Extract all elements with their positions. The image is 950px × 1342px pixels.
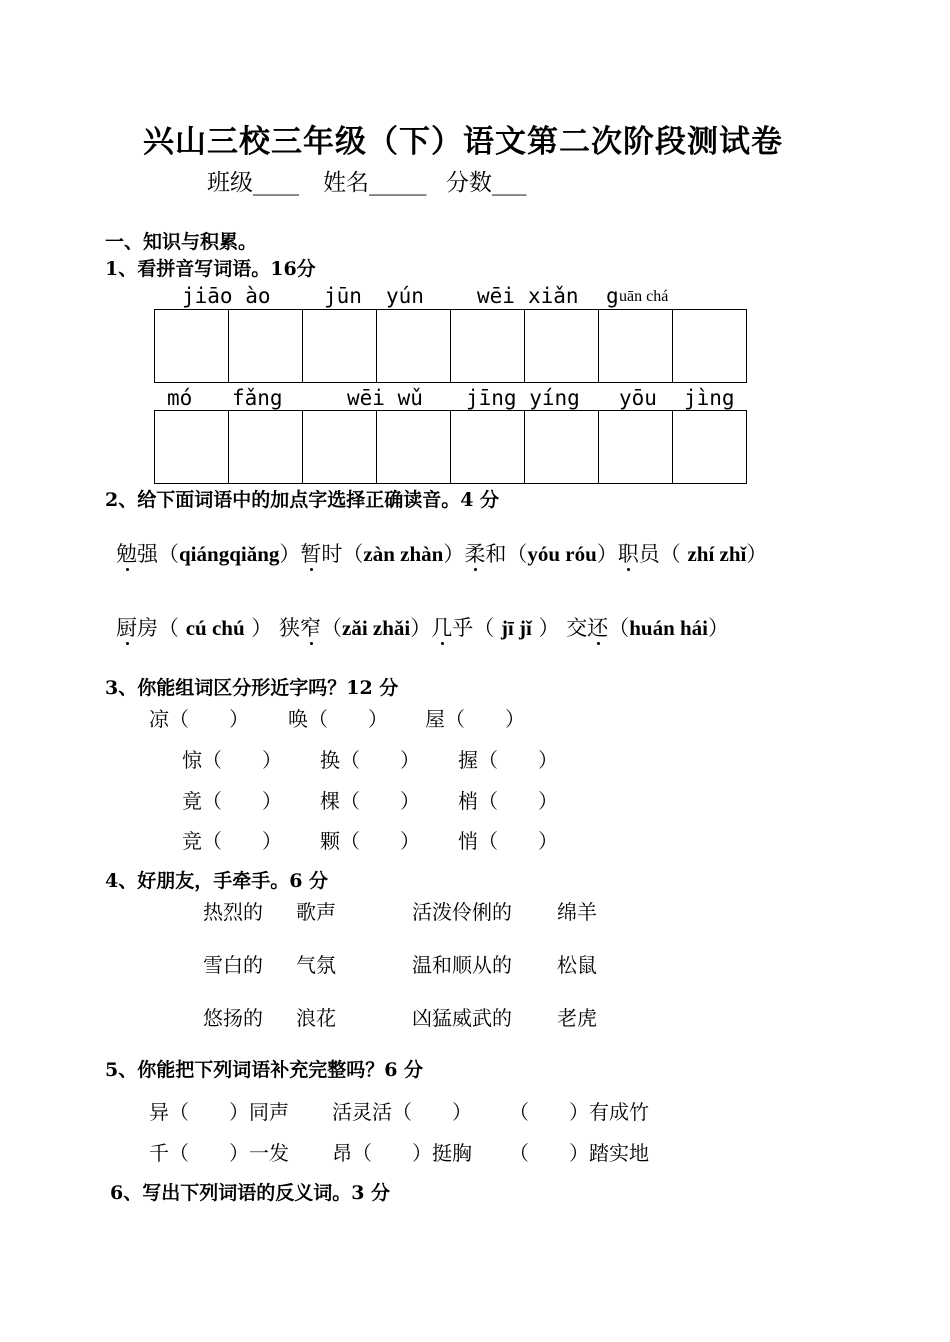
answer-cell[interactable] [525,411,599,484]
pinyin-choice[interactable]: jī jǐ [500,616,532,640]
q4-word[interactable]: 悠扬的 [203,1006,263,1030]
pinyin-choice[interactable]: zǎi zhǎi [342,616,411,640]
pinyin: g [606,284,619,308]
q3-item[interactable]: 悄（ ） [458,829,558,853]
q5-item[interactable]: （ ）踏实地 [509,1141,649,1165]
pinyin: wēi [477,284,515,308]
q4-heading: 4、好朋友，手牵手。6 分 [105,870,329,892]
name-field[interactable]: 姓名_____ [323,170,427,196]
class-field[interactable]: 班级____ [207,170,299,196]
q2-heading: 2、给下面词语中的加点字选择正确读音。4 分 [105,489,500,511]
answer-cell[interactable] [451,411,525,484]
q4-word[interactable]: 活泼伶俐的 [412,900,512,924]
q4-word[interactable]: 凶猛威武的 [412,1006,512,1030]
q5-item[interactable]: 千（ ）一发 [149,1141,289,1165]
answer-cell[interactable] [451,310,525,383]
q2-item: 厨房（ cú chú ） [116,616,273,640]
q4-word[interactable]: 雪白的 [203,953,263,977]
pinyin-choice[interactable]: zàn zhàn [363,542,444,566]
q4-word[interactable]: 气氛 [296,953,336,977]
q2-item: 暂时（zàn zhàn） [300,542,465,566]
answer-cell[interactable] [525,310,599,383]
answer-cell[interactable] [377,411,451,484]
pinyin: fǎng [232,386,283,410]
score-field[interactable]: 分数___ [446,170,527,196]
q2-line1 [116,538,767,568]
q3-item[interactable]: 颗（ ） [320,829,420,853]
pinyin: jūn [324,284,362,308]
answer-grid-row1 [154,309,747,383]
q2-item: 狭窄（zǎi zhǎi） [279,616,432,640]
pinyin: uān chá [619,288,669,305]
q2-line2 [116,612,729,642]
q4-word[interactable]: 歌声 [296,900,336,924]
q2-item: 几乎（ jī jǐ ） [431,616,560,640]
pinyin: yōu [619,386,657,410]
q4-word[interactable]: 松鼠 [557,953,597,977]
q3-item[interactable]: 惊（ ） [182,748,282,772]
answer-cell[interactable] [155,411,229,484]
q5-item[interactable]: 昂（ ）挺胸 [332,1141,472,1165]
q2-item: 柔和（yóu róu） [464,542,618,566]
q3-item[interactable]: 屋（ ） [425,707,525,731]
q5-item[interactable]: 活灵活（ ） [332,1100,472,1124]
q4-word[interactable]: 浪花 [296,1006,336,1030]
pinyin: jīng yíng [466,386,580,410]
q5-item[interactable]: 异（ ）同声 [149,1100,289,1124]
pinyin: wēi wǔ [347,386,423,410]
pinyin: jìng [684,386,735,410]
answer-cell[interactable] [303,310,377,383]
pinyin-choice[interactable]: cú chú [185,616,245,640]
pinyin: xiǎn [528,284,579,308]
q6-heading: 6、写出下列词语的反义词。3 分 [110,1182,391,1204]
q2-item: 勉强（qiángqiǎng） [116,542,301,566]
pinyin-choice[interactable]: zhí zhǐ [687,542,747,566]
q5-heading: 5、你能把下列词语补充完整吗？6 分 [105,1059,424,1081]
answer-cell[interactable] [599,411,673,484]
answer-cell[interactable] [377,310,451,383]
q3-item[interactable]: 梢（ ） [458,789,558,813]
q4-word[interactable]: 热烈的 [203,900,263,924]
q3-item[interactable]: 唤（ ） [288,707,388,731]
pinyin: yún [386,284,424,308]
pinyin-choice[interactable]: yóu róu [527,542,597,566]
q3-heading: 3、你能组词区分形近字吗？12 分 [105,677,399,699]
answer-grid-row2 [154,410,747,484]
q3-item[interactable]: 凉（ ） [149,707,249,731]
q2-item: 交还（huán hái） [566,616,730,640]
answer-cell[interactable] [155,310,229,383]
q3-item[interactable]: 握（ ） [458,748,558,772]
pinyin: mó [167,386,193,410]
q2-item: 职员（ zhí zhǐ） [617,542,768,566]
q4-word[interactable]: 绵羊 [557,900,597,924]
answer-cell[interactable] [229,411,303,484]
pinyin-choice[interactable]: huán hái [629,616,709,640]
q1-heading: 1、看拼音写词语。16分 [105,258,316,280]
answer-cell[interactable] [599,310,673,383]
answer-cell[interactable] [673,411,747,484]
pinyin: jiāo ào [182,284,271,308]
q4-word[interactable]: 温和顺从的 [412,953,512,977]
answer-cell[interactable] [229,310,303,383]
q4-word[interactable]: 老虎 [557,1006,597,1030]
answer-cell[interactable] [673,310,747,383]
answer-cell[interactable] [303,411,377,484]
q3-item[interactable]: 竞（ ） [182,829,282,853]
page-title: 兴山三校三年级（下）语文第二次阶段测试卷 [143,124,783,160]
q3-item[interactable]: 棵（ ） [320,789,420,813]
q5-item[interactable]: （ ）有成竹 [509,1100,649,1124]
q3-item[interactable]: 竟（ ） [182,789,282,813]
part1-heading: 一、知识与积累。 [105,231,258,253]
pinyin-choice[interactable]: qiángqiǎng [179,542,280,566]
q3-item[interactable]: 换（ ） [320,748,420,772]
